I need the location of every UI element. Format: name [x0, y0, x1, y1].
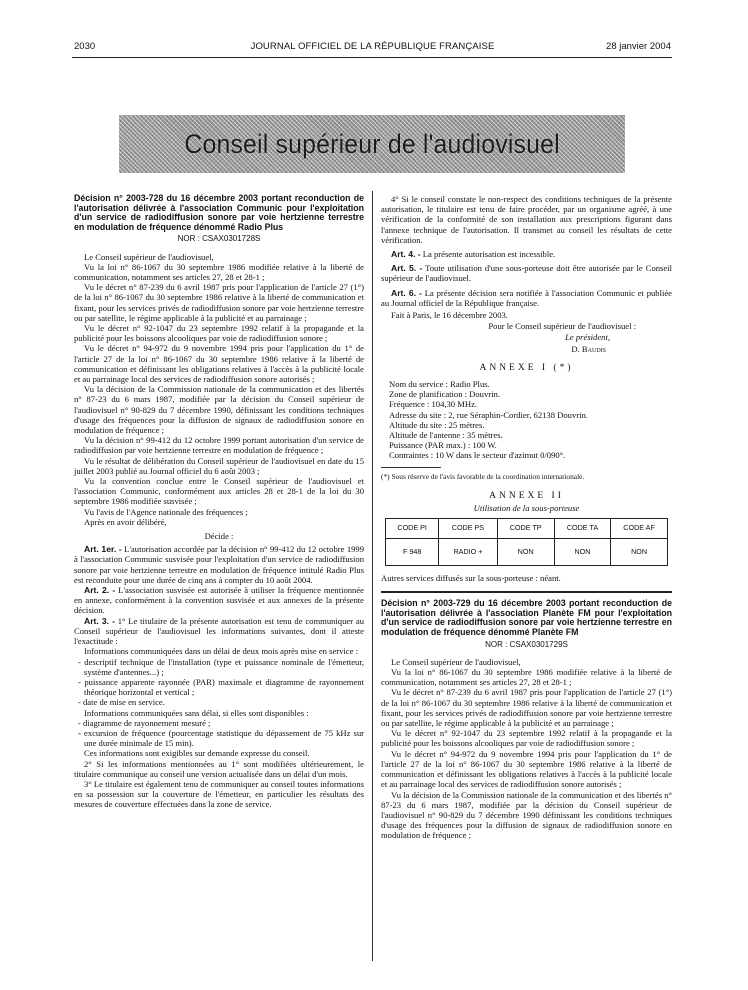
paragraph: 4° Si le conseil constate le non-respect des conditions techniques de la présente autorisation, le titulaire est tenu de faire procéder, par un organisme agréé, à une vérification de la conformité de son installation aux prescriptions figurant dans l'annexe technique de l'autorisation. Il transmet au conseil les résultats de cette vérification. — [381, 194, 672, 245]
nor-reference: NOR : CSAX0301729S — [485, 639, 568, 649]
article-heading: Art. 1er. - — [84, 544, 122, 555]
table-cell: NON — [611, 539, 668, 566]
article-4 — [381, 249, 672, 259]
list-item: - excursion de fréquence (pourcentage statistique du dépassement de 75 kHz sur une durée minimale de 15 min). — [78, 727, 364, 749]
paragraph: Ces informations sont exigibles sur demande expresse du conseil. — [84, 748, 310, 759]
paragraph: Vu le résultat de délibération du Conseil supérieur de l'audiovisuel en date du 15 juillet 2003 publié au Journal officiel du 6 août 2003 ; — [74, 455, 364, 476]
article-text: 1° Le titulaire de la présente autorisation est tenu de communiquer au Conseil supérieur de l'audiovisuel les informations suivantes, dont il atteste l'exactitude : — [74, 615, 364, 647]
spec-line: Zone de planification : Douvrin. — [389, 389, 500, 400]
column-divider — [372, 191, 373, 961]
paragraph: Informations communiquées sans délai, si elles sont disponibles : — [84, 707, 309, 718]
list-item: - descriptif technique de l'installation (type et puissance nominale de l'émetteur, système d'antennes...) ; — [78, 656, 364, 677]
header-rule — [72, 57, 672, 58]
left-column — [74, 194, 364, 810]
footnote-rule — [381, 467, 441, 468]
paragraph: Vu la décision n° 99-412 du 12 octobre 1999 portant autorisation d'un service de radiodiffusion par voie hertzienne terrestre en modulation de fréquence ; — [74, 435, 364, 456]
annex-1-specs — [381, 379, 672, 461]
list-item: - date de mise en service. — [78, 697, 165, 708]
paragraph: Vu l'avis de l'Agence nationale des fréquences ; — [84, 506, 248, 517]
right-column — [381, 194, 672, 841]
table-cell: NON — [497, 539, 554, 566]
article-heading: Art. 2. - — [84, 585, 116, 596]
paragraph: Le Conseil supérieur de l'audiovisuel, — [391, 656, 521, 667]
table-cell: RADIO + — [439, 539, 497, 566]
article-2 — [74, 585, 364, 616]
other-services: Autres services diffusés sur la sous-porteuse : néant. — [381, 573, 561, 584]
table-header: CODE TA — [554, 519, 610, 539]
paragraph: Vu la décision de la Commission nationale de la communication et des libertés n° 87-23 du 6 mars 1987, modifiée par la décision du Conseil supérieur de l'audiovisuel n° 90-829 du 7 décembre 1990, définissant les conditions techniques d'usage des fréquences pour la diffusion de signaux de radiodiffusion sonore en modulation de fréquence ; — [74, 384, 364, 436]
paragraph: Vu la convention conclue entre le Conseil supérieur de l'audiovisuel et l'association Communic, conformément aux articles 28 et 28-1 de la loi du 30 septembre 1986 modifiée susvisée ; — [74, 476, 364, 507]
table-header-row — [386, 519, 668, 539]
article-heading: Art. 4. - — [391, 249, 421, 260]
table-header: CODE PS — [439, 519, 497, 539]
article-5 — [381, 263, 672, 283]
signature-name: D. Baudis — [571, 343, 606, 354]
annex-1-title: ANNEXE I (*) — [479, 362, 574, 373]
paragraph: Vu le décret n° 87-239 du 6 avril 1987 pris pour l'application de l'article 27 (1°) de la loi n° 86-1067 du 30 septembre 1986 relative à la liberté de communication et fixant, pour les services privés de radiodiffusion sonore par voie hertzienne terrestre ou par satellite, le régime applicable à la publicité et au parrainage ; — [74, 282, 364, 323]
list-item: - diagramme de rayonnement mesuré ; — [78, 717, 211, 728]
article-text: Toute utilisation d'une sous-porteuse doit être autorisée par le Conseil supérieur de l'audiovisuel. — [381, 263, 672, 284]
paragraph: Informations communiquées dans un délai de deux mois après mise en service : — [84, 646, 358, 657]
paragraph: Vu la décision de la Commission nationale de la communication et des libertés n° 87-23 du 6 mars 1987, modifiée par la décision du Conseil supérieur de l'audiovisuel n° 90-829 du 7 décembre 1990 définissant les conditions techniques d'usage des fréquences pour la diffusion de signaux de radiodiffusion sonore en modulation de fréquence ; — [381, 789, 672, 841]
article-3 — [74, 616, 364, 647]
spec-line: Altitude du site : 25 mètres. — [389, 419, 485, 430]
journal-title: JOURNAL OFFICIEL DE LA RÉPUBLIQUE FRANÇAISE — [250, 41, 495, 52]
spec-line: Altitude de l'antenne : 35 mètres. — [389, 430, 503, 441]
paragraph: Le Conseil supérieur de l'audiovisuel, — [84, 251, 214, 262]
decision-title: Décision n° 2003-729 du 16 décembre 2003 portant reconduction de l'autorisation délivrée à l'association Planète FM pour l'exploitation d'un service de radiodiffusion sonore par voie hertzienne terrestre en modulation de fréquence dénommé Planète FM — [381, 598, 672, 638]
table-header: CODE PI — [386, 519, 439, 539]
page-header — [74, 41, 671, 57]
article-heading: Art. 3. - — [84, 615, 115, 626]
paragraph: Vu le décret n° 92-1047 du 23 septembre 1992 relatif à la propagande et la publicité pour les boissons alcooliques par voie de radiodiffusion sonore ; — [74, 323, 364, 344]
paragraph: 2° Si les informations mentionnées au 1° sont modifiées ultérieurement, le titulaire communique au conseil une version actualisée dans un délai d'un mois. — [74, 758, 364, 779]
article-heading: Art. 5. - — [391, 263, 423, 274]
done-at: Fait à Paris, le 16 décembre 2003. — [391, 310, 508, 321]
paragraph: 3° Le titulaire est également tenu de communiquer au conseil toutes informations en sa possession sur la couverture de l'émetteur, en particulier les résultats des mesures de couverture effectuées dans la zone de service. — [74, 778, 364, 810]
spec-line: Fréquence : 104,30 MHz. — [389, 399, 478, 410]
paragraph: Vu le décret n° 92-1047 du 23 septembre 1992 relatif à la propagande et la publicité pour les boissons alcooliques par voie de radiodiffusion sonore ; — [381, 728, 672, 749]
subcarrier-table — [385, 518, 668, 566]
paragraph: Vu la loi n° 86-1067 du 30 septembre 1986 modifiée relative à la liberté de communication, notamment ses articles 27, 28 et 28-1 ; — [381, 667, 672, 688]
table-row — [386, 539, 668, 566]
spec-line: Nom du service : Radio Plus. — [389, 379, 490, 390]
table-cell: NON — [554, 539, 610, 566]
article-6 — [381, 288, 672, 308]
article-text: La présente autorisation est incessible. — [422, 249, 556, 260]
table-cell: F 948 — [386, 539, 439, 566]
paragraph: Vu le décret n° 94-972 du 9 novembre 1994 pris pour l'application du 1° de l'article 27 de la loi n° 86-1067 du 30 septembre 1986 relative à la liberté de communication et définissant les obligations relatives à l'accès à la publicité locale et au parrainage local des services de radiodiffusion sonore autorisés ; — [74, 343, 364, 385]
section-rule — [381, 591, 672, 593]
section-banner — [119, 115, 625, 173]
signature-line: Pour le Conseil supérieur de l'audiovisuel : — [488, 321, 636, 332]
section-title: Conseil supérieur de l'audiovisuel — [184, 128, 560, 159]
table-header: CODE TP — [497, 519, 554, 539]
nor-reference: NOR : CSAX0301728S — [177, 234, 261, 244]
annex-2-subtitle: Utilisation de la sous-porteuse — [473, 502, 580, 513]
article-1 — [74, 544, 364, 585]
spec-line: Adresse du site : 2, rue Séraphin-Cordier, 62138 Douvrin. — [389, 409, 588, 420]
article-text: L'autorisation accordée par la décision n° 99-412 du 12 octobre 1999 à l'association Communic susvisée pour l'exploitation d'un service de radiodiffusion sonore par voie hertzienne terrestre en modulation de fréquence intitulé Radio Plus est reconduite pour une durée de cinq ans à compter du 10 août 2004. — [74, 544, 365, 585]
article-text: La présente décision sera notifiée à l'association Communic et publiée au Journal officiel de la République française. — [381, 287, 672, 308]
paragraph: Vu la loi n° 86-1067 du 30 septembre 1986 modifiée relative à la liberté de communication, notamment ses articles 27, 28 et 28-1 ; — [74, 261, 364, 282]
decide-heading: Décide : — [204, 531, 234, 542]
list-item: - puissance apparente rayonnée (PAR) maximale et diagramme de rayonnement théorique horizontal et vertical ; — [78, 676, 364, 698]
issue-date: 28 janvier 2004 — [606, 41, 671, 52]
annex-2-title: ANNEXE II — [489, 490, 564, 501]
signature-role: Le président, — [565, 332, 610, 343]
footnote: (*) Sous réserve de l'avis favorable de la coordination internationale. — [381, 471, 585, 481]
paragraph: Vu le décret n° 94-972 du 9 novembre 1994 pris pour l'application du 1° de l'article 27 de la loi n° 86-1067 du 30 septembre 1986 relative à la liberté de communication et définissant les obligations relatives à l'accès à la publicité locale et au parrainage local des services de radiodiffusion sonore autorisés ; — [381, 748, 672, 790]
decision-title: Décision n° 2003-728 du 16 décembre 2003 portant reconduction de l'autorisation délivrée à l'association Communic pour l'exploitation d'un service de radiodiffusion sonore par voie hertzienne terrestre en modulation de fréquence dénommé Radio Plus — [74, 193, 364, 232]
table-header: CODE AF — [611, 519, 668, 539]
page-number: 2030 — [74, 41, 96, 52]
spec-line: Contraintes : 10 W dans le secteur d'azimut 0/090°. — [389, 450, 566, 461]
article-heading: Art. 6. - — [391, 287, 422, 298]
article-text: L'association susvisée est autorisée à utiliser la fréquence mentionnée en annexe, conformément à la convention susvisée et aux annexes de la présente décision. — [74, 585, 364, 616]
spec-line: Puissance (PAR max.) : 100 W. — [389, 440, 497, 451]
paragraph: Vu le décret n° 87-239 du 6 avril 1987 pris pour l'application de l'article 27 (1°) de la loi n° 86-1067 du 30 septembre 1986 relative à la liberté de communication et fixant, pour les services privés de radiodiffusion sonore par voie hertzienne terrestre ou par satellite, le régime applicable à la publicité et au parrainage ; — [381, 687, 672, 729]
paragraph: Après en avoir délibéré, — [84, 516, 167, 527]
